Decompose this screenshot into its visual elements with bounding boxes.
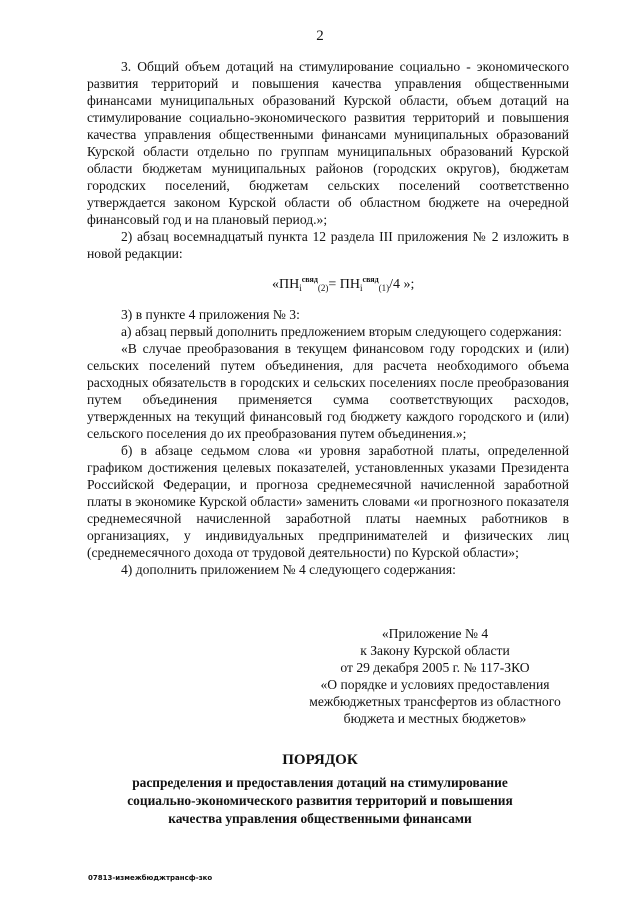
paragraph-sub-b: б) в абзаце седьмом слова «и уровня заработной платы, определенной графиком достижения целевых показателей, установленных указами Президента Российской Федерации, и прогноза среднемесячной начисленной заработной платы в экономике Курской области» заменить словами «и прогнозного показателя среднемесячной начисленной заработной платы наемных работников в организациях, у индивидуальных предпринимателей и физических лиц (среднемесячного дохода от трудовой деятельности) по Курской области»;	[87, 443, 569, 560]
paragraph-sub-a: а) абзац первый дополнить предложением вторым следующего содержания:	[121, 324, 562, 339]
appendix-line: межбюджетных трансфертов из областного	[309, 694, 561, 709]
body-block-mid	[87, 306, 569, 578]
appendix-line: к Закону Курской области	[360, 643, 510, 658]
paragraph-item-2-amend: 2) абзац восемнадцатый пункта 12 раздела III приложения № 2 изложить в новой редакции:	[87, 229, 569, 261]
appendix-line: бюджета и местных бюджетов»	[343, 711, 527, 726]
footer-file-code: 07813-измежбюджтрансф-зко	[88, 874, 213, 882]
paragraph-item-3: 3. Общий объем дотаций на стимулирование социально - экономического развития территорий и повышения качества управления общественными финансами муниципальных образований Курской области, объем дотаций на стимулирование социально-экономического развития территорий и повышения качества управления общественными финансами муниципальных образований Курской области отдельно по группам муниципальных образований Курской области бюджетам муниципальных районов (городских округов), бюджетам городских поселений, бюджетам сельских поселений соответственно утверждается законом Курской области об областном бюджете на очередной финансовый год и на плановый период.»;	[87, 59, 569, 227]
section-title: ПОРЯДОК	[282, 752, 358, 768]
paragraph-point-3: 3) в пункте 4 приложения № 3:	[121, 307, 300, 322]
body-block-top	[87, 58, 569, 262]
section-subtitle: распределения и предоставления дотаций на стимулирование социально-экономического развития территорий и повышения качества управления общественными финансами	[127, 775, 513, 826]
appendix-line: от 29 декабря 2005 г. № 117-ЗКО	[340, 660, 530, 675]
paragraph-point-4: 4) дополнить приложением № 4 следующего содержания:	[121, 562, 456, 577]
paragraph-quote: «В случае преобразования в текущем финансовом году городских и (или) сельских поселений путем объединения, для расчета необходимого объема расходных обязательств в городских и сельских поселениях после преобразования путем объединения применяется сумма соответствующих расходов, утвержденных на текущий финансовый год бюджету каждого городского и (или) сельского поселения до их преобразования путем объединения.»;	[87, 341, 569, 441]
appendix-reference	[290, 625, 580, 727]
formula: «$ПН_i^{свяд}_{(2)}= ПН_i^{свяд}_{(1)}/4$ »;	[272, 275, 415, 293]
appendix-line: «Приложение № 4	[381, 626, 489, 641]
appendix-line: «О порядке и условиях предоставления	[320, 677, 550, 692]
page-number: 2	[316, 28, 324, 44]
